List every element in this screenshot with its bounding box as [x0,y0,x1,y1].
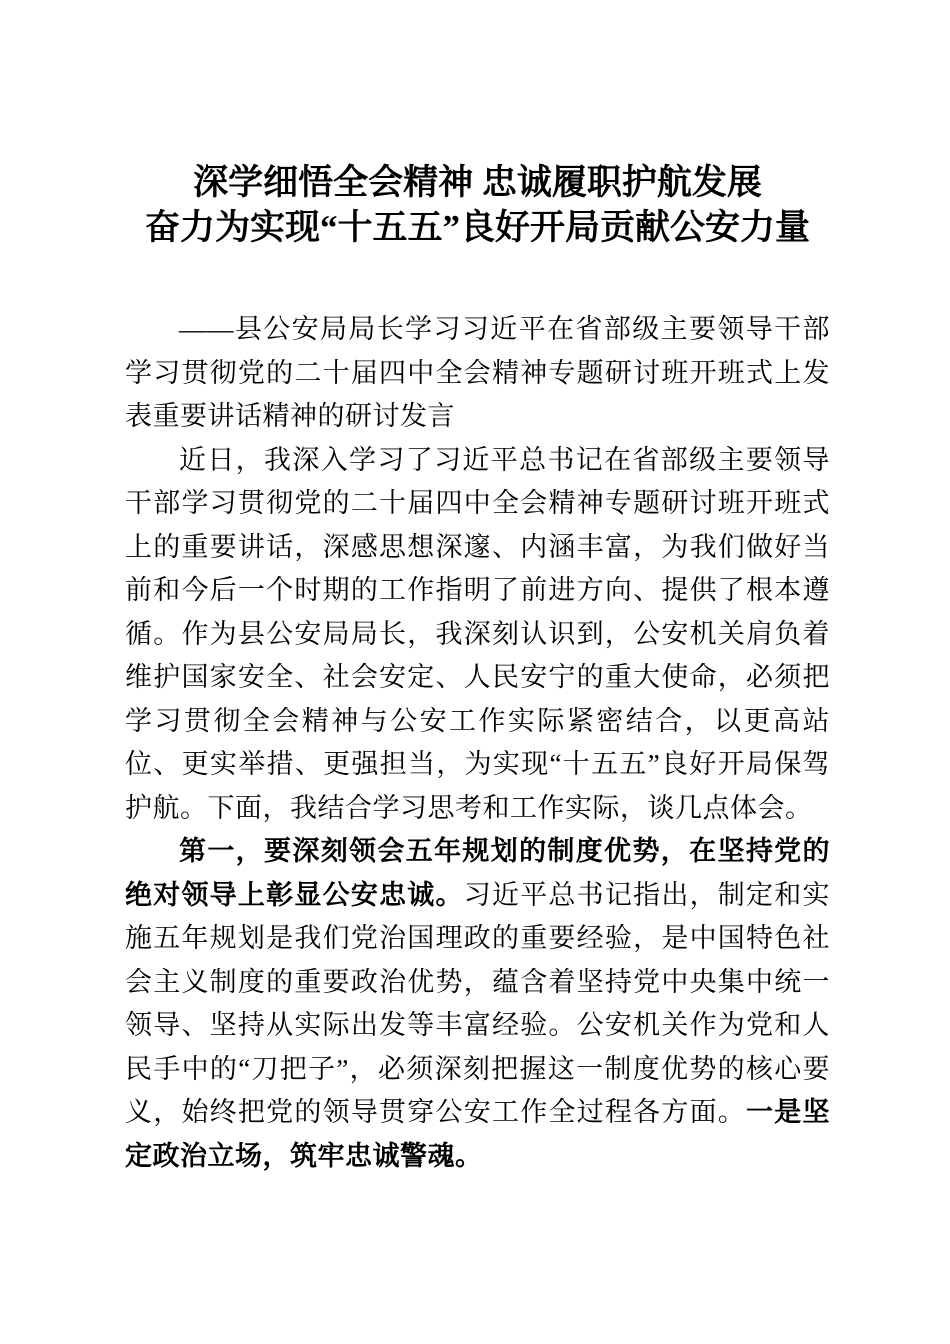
document-title [125,160,830,250]
document-content [0,160,950,1178]
paragraph-2-body-text: 习近平总书记指出，制定和实施五年规划是我们党治国理政的重要经验，是中国特色社会主义制度的重要政治优势，蕴含着坚持党中央集中统一领导、坚持从实际出发等丰富经验。公安机关作为党和人民手中的“刀把子”，必须深刻把握这一制度优势的核心要义，始终把党的领导贯穿公安工作全过程各方面。 [125,879,830,1127]
body-paragraph-1 [125,439,830,831]
paragraph-2-tail-bold-text: 一是坚定政治立场，筑牢忠诚警魂。 [125,1097,831,1171]
body-paragraph-2 [125,830,830,1178]
paragraph-1-text: 近日，我深入学习了习近平总书记在省部级主要领导干部学习贯彻党的二十届四中全会精神专题研讨班开班式上的重要讲话，深感思想深邃、内涵丰富，为我们做好当前和今后一个时期的工作指明了前进方向、提供了根本遵循。作为县公安局局长，我深刻认识到，公安机关肩负着维护国家安全、社会安定、人民安宁的重大使命，必须把学习贯彻全会精神与公安工作实际紧密结合，以更高站位、更实举措、更强担当，为实现“十五五”良好开局保驾护航。下面，我结合学习思考和工作实际，谈几点体会。 [125,444,830,823]
title-line-1: 深学细悟全会精神 忠诚履职护航发展 [193,163,762,202]
byline-paragraph: ——县公安局局长学习习近平在省部级主要领导干部学习贯彻党的二十届四中全会精神专题研讨班开班式上发表重要讲话精神的研讨发言 [125,314,830,431]
title-line-2: 奋力为实现“十五五”良好开局贡献公安力量 [144,208,810,247]
paragraph-2-lead-bold-text: 第一，要深刻领会五年规划的制度优势，在坚持党的绝对领导上彰显公安忠诚。 [125,836,830,910]
